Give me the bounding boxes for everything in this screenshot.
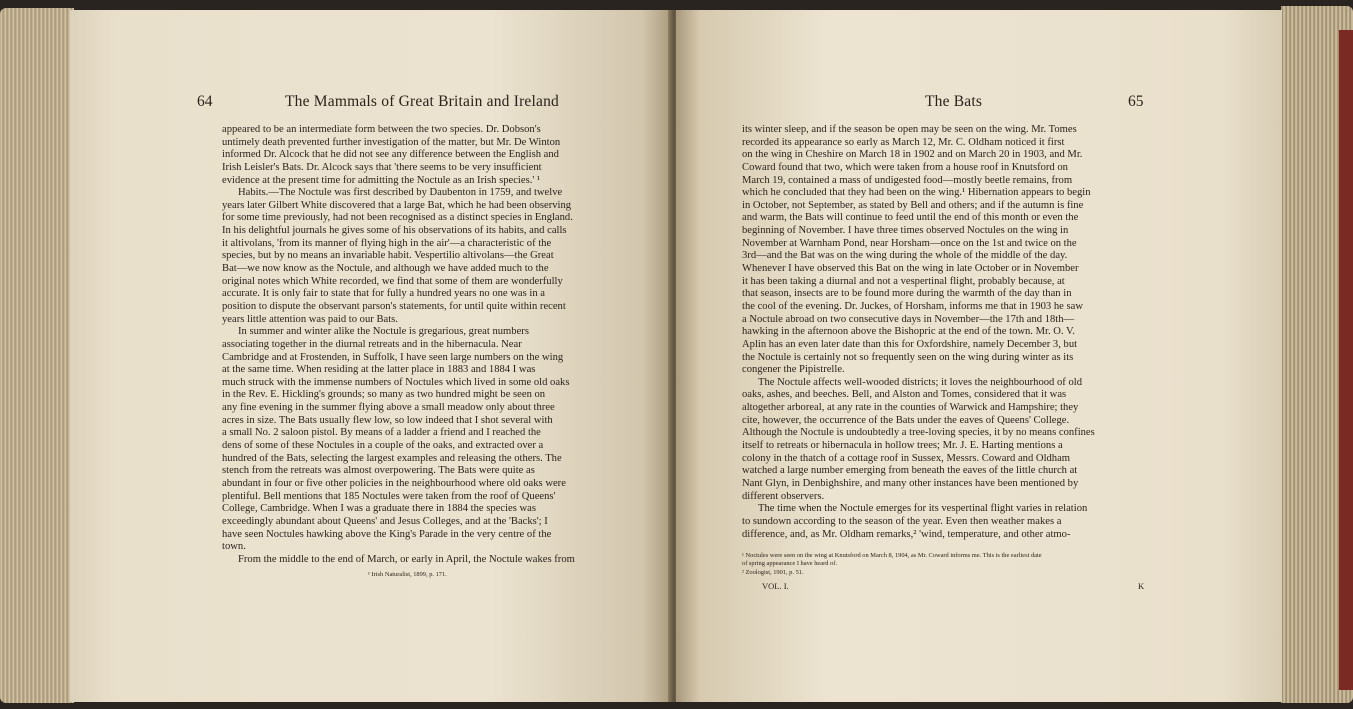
- footnote: of spring appearance I have heard of.: [742, 560, 837, 568]
- right-footnotes: [742, 552, 1042, 577]
- text-line: the Noctule is certainly not so frequently seen on the wing during winter as its: [742, 351, 1074, 363]
- right-page-number: 65: [1128, 93, 1144, 110]
- text-line: Although the Noctule is undoubtedly a tree-loving species, it by no means confines: [742, 427, 1095, 439]
- footnote: ¹ Irish Naturalist, 1899, p. 171.: [368, 571, 447, 578]
- text-line: in October, not September, as stated by Bell and others; and if the autumn is fine: [742, 199, 1084, 211]
- left-page-edges: [0, 8, 74, 703]
- text-line: have seen Noctules hawking above the King's Parade in the very centre of the: [222, 528, 552, 540]
- text-line: town.: [222, 541, 246, 553]
- text-line: associating together in the diurnal retreats and in the hibernacula. Near: [222, 338, 522, 350]
- text-line: accurate. It is only fair to state that for fully a hundred years no one was in a: [222, 288, 545, 300]
- text-line: Bat—we now know as the Noctule, and although we have added much to the: [222, 263, 549, 275]
- text-line: which he concluded that they had been on the wing.¹ Hibernation appears to begin: [742, 187, 1091, 199]
- book-cover-edge: [1339, 30, 1353, 690]
- left-body-text: [222, 124, 630, 566]
- text-line: College, Cambridge. When I was a graduate there in 1884 the species was: [222, 503, 536, 515]
- text-line: species, but by no means an invariable habit. Vespertilio altivolans—the Great: [222, 250, 554, 262]
- text-line: beginning of November. I have three times observed Noctules on the wing in: [742, 225, 1069, 237]
- left-page-number: 64: [197, 93, 213, 110]
- left-footnotes: [368, 571, 447, 579]
- text-line: March 19, contained a mass of undigested food—mostly beetle remains, from: [742, 174, 1073, 186]
- text-line: its winter sleep, and if the season be open may be seen on the wing. Mr. Tomes: [742, 124, 1077, 135]
- text-line: evidence at the present time for admitting the Noctule as an Irish species.' ¹: [222, 174, 541, 186]
- text-line: much struck with the immense numbers of Noctules which lived in some old oaks: [222, 376, 570, 388]
- right-running-head: The Bats: [925, 93, 983, 110]
- text-line: a Noctule abroad on two consecutive days in November—the 17th and 18th—: [742, 313, 1075, 325]
- text-line: hundred of the Bats, selecting the largest examples and releasing the others. The: [222, 452, 562, 464]
- text-line: altogether arboreal, at any rate in the counties of Warwick and Hampshire; they: [742, 402, 1079, 414]
- text-line: Nant Glyn, in Denbighshire, and many other instances have been mentioned by: [742, 477, 1079, 489]
- text-line: to sundown according to the season of the year. Even then weather makes a: [742, 515, 1062, 527]
- text-line: In his delightful journals he gives some of his observations of its habits, and calls: [222, 225, 567, 237]
- text-line: original notes which White recorded, we find that some of them are wonderfully: [222, 275, 563, 287]
- left-running-head: The Mammals of Great Britain and Ireland: [285, 93, 559, 110]
- text-line: abundant in four or five other policies in the neighbourhood where old oaks were: [222, 477, 566, 489]
- text-line: that season, insects are to be found more during the warmth of the day than in: [742, 288, 1072, 300]
- text-line: untimely death prevented further investigation of the matter, but Mr. De Winton: [222, 136, 561, 148]
- text-line: colony in the thatch of a cottage roof in Sussex, Messrs. Coward and Oldham: [742, 452, 1071, 464]
- text-line: position to dispute the observant parson's statements, for until quite within recent: [222, 300, 566, 312]
- text-line: the cool of the evening. Dr. Juckes, of Horsham, informs me that in 1903 he saw: [742, 300, 1083, 312]
- text-line: The Noctule affects well-wooded districts; it loves the neighbourhood of old: [758, 376, 1083, 388]
- text-line: From the middle to the end of March, or early in April, the Noctule wakes from: [238, 553, 575, 565]
- text-line: stench from the retreats was almost overpowering. The Bats were quite as: [222, 465, 535, 477]
- text-line: Whenever I have observed this Bat on the wing in late October or in November: [742, 263, 1079, 275]
- text-line: for some time previously, had not been recognised as a distinct species in England.: [222, 212, 573, 224]
- right-body-text: [742, 124, 1150, 541]
- text-line: it has been taking a diurnal and not a vespertinal flight, probably because, at: [742, 275, 1065, 287]
- text-line: years little attention was paid to our Bats.: [222, 313, 398, 325]
- text-line: years later Gilbert White discovered that a large Bat, which he had been observing: [222, 199, 572, 211]
- text-line: Habits.—The Noctule was first described by Daubenton in 1759, and twelve: [238, 187, 563, 199]
- text-line: 3rd—and the Bat was on the wing during the whole of the middle of the day.: [742, 250, 1068, 262]
- text-line: informed Dr. Alcock that he did not see any difference between the English and: [222, 149, 559, 161]
- text-line: congener the Pipistrelle.: [742, 364, 845, 376]
- text-line: it altivolans, 'from its manner of flying high in the air'—a characteristic of the: [222, 237, 552, 249]
- gathering-signature: K: [1138, 581, 1145, 591]
- text-line: a small No. 2 saloon pistol. By means of a ladder a friend and I reached the: [222, 427, 541, 439]
- volume-signature: VOL. I.: [762, 581, 789, 591]
- text-line: dens of some of these Noctules in a couple of the oaks, and extracted over a: [222, 440, 544, 452]
- text-line: difference, and, as Mr. Oldham remarks,² 'wind, temperature, and other atmo-: [742, 528, 1071, 540]
- text-line: Coward found that two, which were taken from a house roof in Knutsford on: [742, 161, 1068, 173]
- text-line: any fine evening in the summer flying above a small meadow only about three: [222, 402, 555, 414]
- text-line: different observers.: [742, 490, 825, 502]
- text-line: recorded its appearance so early as March 12, Mr. C. Oldham noticed it first: [742, 136, 1065, 148]
- text-line: acres in size. The Bats usually flew low, so low indeed that I shot several with: [222, 414, 553, 426]
- text-line: plentiful. Bell mentions that 185 Noctules were taken from the roof of Queens': [222, 490, 556, 502]
- text-line: Cambridge and at Frostenden, in Suffolk, I have seen large numbers on the wing: [222, 351, 564, 363]
- text-line: hawking in the afternoon above the Bishopric at the end of the town. Mr. O. V.: [742, 326, 1075, 338]
- text-line: and warm, the Bats will continue to feed until the end of this month or even the: [742, 212, 1079, 224]
- text-line: itself to retreats or hibernacula in hollow trees; Mr. J. E. Harting mentions a: [742, 440, 1063, 452]
- text-line: appeared to be an intermediate form between the two species. Dr. Dobson's: [222, 124, 541, 135]
- text-line: In summer and winter alike the Noctule is gregarious, great numbers: [238, 326, 529, 338]
- text-line: at the same time. When residing at the latter place in 1883 and 1884 I was: [222, 364, 536, 376]
- text-line: Irish Leisler's Bats. Dr. Alcock says that 'there seems to be very insufficient: [222, 161, 542, 173]
- text-line: cite, however, the occurrence of the Bats under the eaves of Queens' College.: [742, 414, 1070, 426]
- text-line: on the wing in Cheshire on March 18 in 1902 and on March 20 in 1903, and Mr.: [742, 149, 1083, 161]
- text-line: November at Warnham Pond, near Horsham—once on the 1st and twice on the: [742, 237, 1077, 249]
- text-line: exceedingly abundant about Queens' and Jesus Colleges, and at the 'Backs'; I: [222, 515, 548, 527]
- footnote: ² Zoologist, 1901, p. 51.: [742, 568, 804, 576]
- text-line: in the Rev. E. Hickling's grounds; so many as two hundred might be seen on: [222, 389, 546, 401]
- text-line: The time when the Noctule emerges for its vespertinal flight varies in relation: [758, 503, 1088, 515]
- text-line: Aplin has an even later date than this for Oxfordshire, namely December 3, but: [742, 338, 1078, 350]
- footnote: ¹ Noctules were seen on the wing at Knutsford on March 8, 1904, as Mr. Coward informs me. This is the earliest date: [742, 552, 1042, 559]
- text-line: watched a large number emerging from beneath the eaves of the little church at: [742, 465, 1078, 477]
- text-line: oaks, ashes, and beeches. Bell, and Alston and Tomes, considered that it was: [742, 389, 1067, 401]
